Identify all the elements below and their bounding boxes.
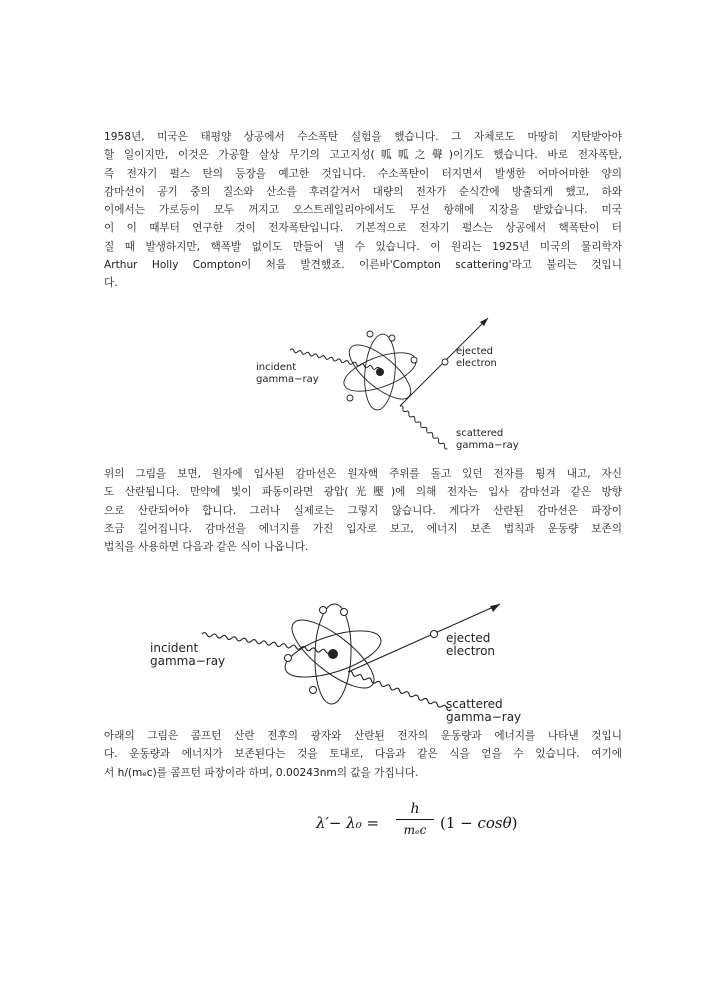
text-line: Arthur Holly Compton이 처음 발견했죠. 이른바'Compton scattering'라고 불리는 것입니 (104, 259, 622, 272)
orbital-electron (320, 607, 327, 614)
text-line: 이 이 때부터 연구한 것이 전자폭탄입니다. 기본적으로 전자기 펄스는 상공에서 핵폭탄이 터 (104, 222, 622, 235)
fraction-bar (396, 819, 434, 820)
text-line: 조금 길어집니다. 감마선을 에너지를 가진 입자로 보고, 에너지 보존 법칙과 운동량 보존의 (104, 522, 622, 535)
orbital-electron (389, 335, 395, 341)
nucleus (328, 649, 338, 659)
text-line: 다. 운동량과 에너지가 보존된다는 것을 토대로, 다음과 같은 식을 얻을 수 있습니다. 여기에 (104, 748, 622, 761)
text-line: 으로 산란되어야 합니다. 그러나 실제로는 그렇지 않습니다. 게다가 산란된 감마선은 파장이 (104, 504, 622, 517)
scattered-label: gamma−ray (446, 710, 522, 724)
orbital-electron (411, 357, 417, 363)
incident-label: incident (256, 362, 297, 373)
formula-denominator: mₑc (403, 823, 427, 837)
formula-open: (1 − (440, 814, 478, 832)
text-line: 위의 그림을 보면, 원자에 입사된 감마선은 원자핵 주위를 돌고 있던 전자를 튕겨 내고, 자신 (104, 468, 622, 480)
text-line: 도 산란됩니다. 만약에 빛이 파동이라면 광압(光壓)에 의해 전자는 입사 감마선과 같은 방향 (104, 486, 622, 499)
incident-label: gamma−ray (150, 654, 226, 668)
scattered-label: scattered (456, 428, 504, 439)
intro-paragraph (104, 128, 622, 293)
ejected-electron (442, 359, 448, 365)
text-line: 즉 전자기 펄스 탄의 등장을 예고한 것입니다. 수소폭탄이 터지면서 발생한 어마어마한 양의 (104, 167, 622, 180)
text-line: 아래의 그림은 콤프턴 산란 전후의 광자와 산란된 전자의 운동량과 에너지를 나타낸 것입니 (104, 730, 622, 742)
formula-numerator: h (410, 801, 420, 817)
text-line: 법칙을 사용하면 다음과 같은 식이 나옵니다. (104, 541, 309, 554)
text-line: 다. (104, 277, 118, 290)
orbital-electron (347, 395, 353, 401)
nucleus (376, 368, 384, 376)
ejected-label: electron (446, 644, 496, 658)
compton-formula (300, 800, 520, 844)
ejected-label: electron (456, 358, 497, 369)
scattered-label: scattered (446, 697, 503, 711)
arrow-head (490, 604, 500, 612)
incident-label: gamma−ray (256, 374, 319, 385)
scattered-label: gamma−ray (456, 440, 519, 451)
orbital-electron (310, 687, 317, 694)
scattered-gamma-wave (399, 405, 449, 450)
formula-rhs (440, 814, 518, 832)
text-line: 질 때 발생하지만, 핵폭발 없이도 만들어 낼 수 있습니다. 이 원리는 1925년 미국의 물리학자 (104, 240, 622, 253)
orbital-electron (341, 609, 348, 616)
text-line: 서 h/(mₑc)를 콤프턴 파장이라 하며, 0.00243nm의 값을 가집니다. (104, 766, 419, 779)
text-line: 할 일이지만, 이것은 가공할 살상 무기의 고고지성(呱呱之聲)이기도 했습니다. 바로 전자폭탄, (104, 149, 622, 162)
text-line: 이에서는 가로등이 모두 꺼지고 오스트레일리아에서도 무선 항해에 지장을 받았습니다. 미국 (104, 204, 622, 217)
formula-lhs: λ′− λ₀ = (316, 814, 380, 832)
explanation-paragraph (104, 465, 622, 556)
ejected-label: ejected (446, 631, 491, 645)
ejected-electron (431, 631, 438, 638)
orbital-electron (367, 331, 373, 337)
text-line: 감마선이 공기 중의 질소와 산소를 후려갈겨서 대량의 전자가 순식간에 방출되게 했고, 하와 (104, 185, 622, 198)
scattered-gamma-wave (347, 670, 452, 711)
formula-close: ) (511, 814, 518, 832)
conclusion-paragraph (104, 727, 622, 782)
compton-scattering-diagram-large (148, 598, 568, 724)
incident-label: incident (150, 641, 199, 655)
ejected-label: ejected (456, 346, 494, 357)
orbital-electron (285, 655, 292, 662)
text-line: 1958년, 미국은 태평양 상공에서 수소폭탄 실험을 했습니다. 그 자체로도 마땅히 지탄받아야 (104, 131, 622, 143)
compton-scattering-diagram (250, 312, 540, 458)
formula-fraction (396, 800, 434, 838)
formula-cos: cosθ (477, 814, 512, 832)
